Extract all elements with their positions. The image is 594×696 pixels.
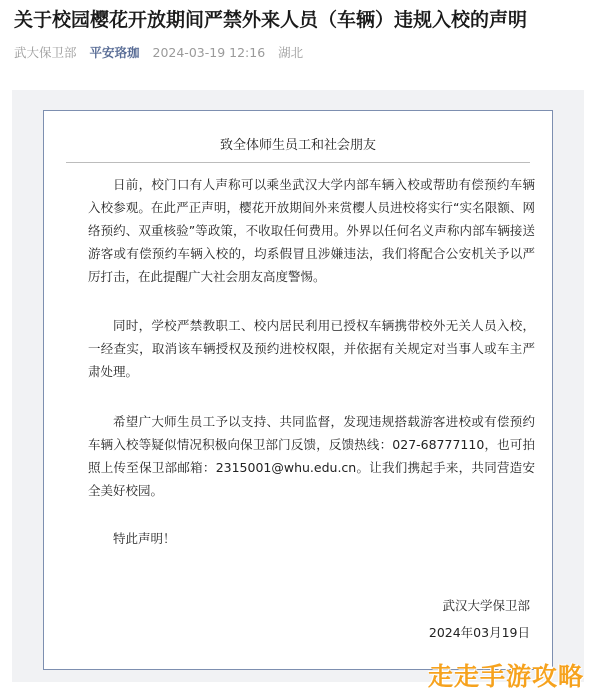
notice-paragraph-1: 日前，校门口有人声称可以乘坐武汉大学内部车辆入校或帮助有偿预约车辆入校参观。在此严正声明，樱花开放期间外来赏樱人员进校将实行“实名限额、网络预约、双重核验”等政策，不收取任何费用。外界以任何名义声称内部车辆接送游客或有偿预约车辆入校的，均系假冒且涉嫌违法，我们将配合公安机关予以严厉打击，在此提醒广大社会朋友高度警惕。 [88,177,535,284]
notice-date: 2024年03月19日 [428,625,530,640]
notice-paragraph-4: 特此声明！ [113,531,176,546]
notice-document [43,110,553,670]
publish-time: 2024-03-19 12:16 [152,45,266,60]
publish-location: 湖北 [278,45,304,60]
notice-paragraph-3: 希望广大师生员工予以支持、共同监督，发现违规搭载游客进校或有偿预约车辆入校等疑似情况积极向保卫部门反馈，反馈热线：027-68777110，也可拍照上传至保卫部邮箱：2315001@whu.edu.cn。让我们携起手来，共同营造安全美好校园。 [88,414,535,498]
author-name: 武大保卫部 [14,45,77,60]
article-meta [14,44,312,62]
watermark-logo: 走走手游攻略 [427,662,584,691]
article-title: 关于校园樱花开放期间严禁外来人员（车辆）违规入校的声明 [14,9,528,31]
notice-heading: 致全体师生员工和社会朋友 [219,138,376,153]
notice-signer: 武汉大学保卫部 [442,598,530,613]
notice-paragraph-2: 同时，学校严禁教职工、校内居民利用已授权车辆携带校外无关人员入校，一经查实，取消该车辆授权及预约进校权限，并依据有关规定对当事人或车主严肃处理。 [88,318,535,379]
account-link[interactable]: 平安珞珈 [89,45,140,60]
heading-divider [66,162,530,163]
